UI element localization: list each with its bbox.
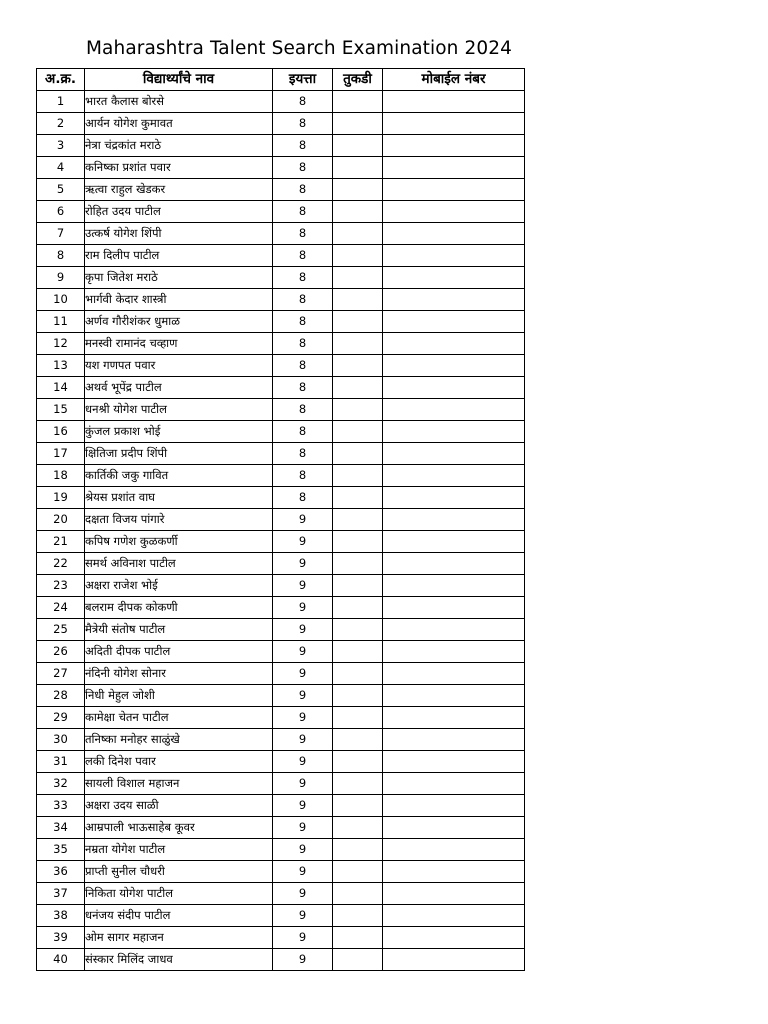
- serial-number-cell: 16: [37, 421, 85, 443]
- serial-number-cell: 33: [37, 795, 85, 817]
- student-name-cell: अक्षरा उदय साळी: [85, 795, 273, 817]
- standard-cell: 8: [273, 223, 333, 245]
- mobile-number-cell: [383, 619, 525, 641]
- table-header-row: [37, 69, 525, 91]
- division-cell: [333, 883, 383, 905]
- header-serial-number: अ.क्र.: [37, 69, 85, 91]
- serial-number-cell: 35: [37, 839, 85, 861]
- division-cell: [333, 289, 383, 311]
- mobile-number-cell: [383, 487, 525, 509]
- standard-cell: 9: [273, 817, 333, 839]
- mobile-number-cell: [383, 575, 525, 597]
- student-name-cell: बलराम दीपक कोकणी: [85, 597, 273, 619]
- mobile-number-cell: [383, 245, 525, 267]
- serial-number-cell: 26: [37, 641, 85, 663]
- mobile-number-cell: [383, 861, 525, 883]
- student-name-cell: निकिता योगेश पाटील: [85, 883, 273, 905]
- student-name-cell: राम दिलीप पाटील: [85, 245, 273, 267]
- student-name-cell: मैत्रेयी संतोष पाटील: [85, 619, 273, 641]
- table-row: [37, 619, 525, 641]
- mobile-number-cell: [383, 751, 525, 773]
- student-name-cell: धनश्री योगेश पाटील: [85, 399, 273, 421]
- standard-cell: 8: [273, 289, 333, 311]
- serial-number-cell: 2: [37, 113, 85, 135]
- table-row: [37, 311, 525, 333]
- table-row: [37, 949, 525, 971]
- serial-number-cell: 1: [37, 91, 85, 113]
- standard-cell: 8: [273, 113, 333, 135]
- division-cell: [333, 795, 383, 817]
- mobile-number-cell: [383, 267, 525, 289]
- division-cell: [333, 135, 383, 157]
- header-division: तुकडी: [333, 69, 383, 91]
- serial-number-cell: 3: [37, 135, 85, 157]
- division-cell: [333, 157, 383, 179]
- mobile-number-cell: [383, 795, 525, 817]
- serial-number-cell: 30: [37, 729, 85, 751]
- table-row: [37, 707, 525, 729]
- header-mobile-number: मोबाईल नंबर: [383, 69, 525, 91]
- division-cell: [333, 751, 383, 773]
- student-name-cell: मनस्वी रामानंद चव्हाण: [85, 333, 273, 355]
- student-name-cell: भार्गवी केदार शास्त्री: [85, 289, 273, 311]
- division-cell: [333, 905, 383, 927]
- student-name-cell: निधी मेहुल जोशी: [85, 685, 273, 707]
- student-name-cell: रोहित उदय पाटील: [85, 201, 273, 223]
- division-cell: [333, 399, 383, 421]
- standard-cell: 9: [273, 883, 333, 905]
- mobile-number-cell: [383, 839, 525, 861]
- mobile-number-cell: [383, 509, 525, 531]
- serial-number-cell: 32: [37, 773, 85, 795]
- mobile-number-cell: [383, 179, 525, 201]
- table-row: [37, 201, 525, 223]
- division-cell: [333, 487, 383, 509]
- standard-cell: 8: [273, 135, 333, 157]
- mobile-number-cell: [383, 883, 525, 905]
- division-cell: [333, 465, 383, 487]
- serial-number-cell: 28: [37, 685, 85, 707]
- table-body: [37, 91, 525, 971]
- mobile-number-cell: [383, 597, 525, 619]
- table-row: [37, 157, 525, 179]
- standard-cell: 9: [273, 597, 333, 619]
- serial-number-cell: 4: [37, 157, 85, 179]
- table-row: [37, 223, 525, 245]
- serial-number-cell: 15: [37, 399, 85, 421]
- table-row: [37, 817, 525, 839]
- student-name-cell: तनिष्का मनोहर साळुंखे: [85, 729, 273, 751]
- table-row: [37, 663, 525, 685]
- standard-cell: 8: [273, 157, 333, 179]
- division-cell: [333, 949, 383, 971]
- serial-number-cell: 39: [37, 927, 85, 949]
- table-row: [37, 751, 525, 773]
- mobile-number-cell: [383, 707, 525, 729]
- mobile-number-cell: [383, 949, 525, 971]
- standard-cell: 9: [273, 531, 333, 553]
- table-row: [37, 399, 525, 421]
- serial-number-cell: 22: [37, 553, 85, 575]
- mobile-number-cell: [383, 685, 525, 707]
- student-name-cell: नंदिनी योगेश सोनार: [85, 663, 273, 685]
- standard-cell: 8: [273, 179, 333, 201]
- mobile-number-cell: [383, 729, 525, 751]
- student-list-table: [36, 68, 525, 971]
- table-row: [37, 685, 525, 707]
- table-row: [37, 465, 525, 487]
- serial-number-cell: 17: [37, 443, 85, 465]
- mobile-number-cell: [383, 157, 525, 179]
- serial-number-cell: 5: [37, 179, 85, 201]
- mobile-number-cell: [383, 465, 525, 487]
- standard-cell: 9: [273, 927, 333, 949]
- table-row: [37, 377, 525, 399]
- division-cell: [333, 333, 383, 355]
- student-name-cell: दक्षता विजय पांगारे: [85, 509, 273, 531]
- serial-number-cell: 8: [37, 245, 85, 267]
- standard-cell: 9: [273, 949, 333, 971]
- serial-number-cell: 12: [37, 333, 85, 355]
- division-cell: [333, 663, 383, 685]
- page-title: Maharashtra Talent Search Examination 2024: [86, 38, 512, 59]
- serial-number-cell: 20: [37, 509, 85, 531]
- serial-number-cell: 9: [37, 267, 85, 289]
- serial-number-cell: 31: [37, 751, 85, 773]
- serial-number-cell: 36: [37, 861, 85, 883]
- student-name-cell: कार्तिकी जकु गावित: [85, 465, 273, 487]
- table-row: [37, 883, 525, 905]
- division-cell: [333, 267, 383, 289]
- mobile-number-cell: [383, 663, 525, 685]
- student-name-cell: कृपा जितेश मराठे: [85, 267, 273, 289]
- student-name-cell: उत्कर्ष योगेश शिंपी: [85, 223, 273, 245]
- table-row: [37, 333, 525, 355]
- table-row: [37, 267, 525, 289]
- serial-number-cell: 7: [37, 223, 85, 245]
- table-row: [37, 355, 525, 377]
- mobile-number-cell: [383, 927, 525, 949]
- division-cell: [333, 421, 383, 443]
- division-cell: [333, 817, 383, 839]
- standard-cell: 8: [273, 201, 333, 223]
- standard-cell: 9: [273, 619, 333, 641]
- student-name-cell: अक्षरा राजेश भोई: [85, 575, 273, 597]
- division-cell: [333, 927, 383, 949]
- standard-cell: 9: [273, 795, 333, 817]
- division-cell: [333, 91, 383, 113]
- table-row: [37, 597, 525, 619]
- table-row: [37, 509, 525, 531]
- table-row: [37, 553, 525, 575]
- division-cell: [333, 773, 383, 795]
- student-name-cell: धनंजय संदीप पाटील: [85, 905, 273, 927]
- mobile-number-cell: [383, 399, 525, 421]
- standard-cell: 9: [273, 861, 333, 883]
- division-cell: [333, 531, 383, 553]
- serial-number-cell: 37: [37, 883, 85, 905]
- serial-number-cell: 13: [37, 355, 85, 377]
- student-name-cell: अथर्व भूपेंद्र पाटील: [85, 377, 273, 399]
- student-name-cell: कुंजल प्रकाश भोई: [85, 421, 273, 443]
- student-name-cell: कनिष्का प्रशांत पवार: [85, 157, 273, 179]
- standard-cell: 9: [273, 773, 333, 795]
- division-cell: [333, 641, 383, 663]
- mobile-number-cell: [383, 113, 525, 135]
- table-row: [37, 641, 525, 663]
- mobile-number-cell: [383, 289, 525, 311]
- student-name-cell: सायली विशाल महाजन: [85, 773, 273, 795]
- standard-cell: 8: [273, 421, 333, 443]
- division-cell: [333, 707, 383, 729]
- mobile-number-cell: [383, 443, 525, 465]
- standard-cell: 9: [273, 707, 333, 729]
- division-cell: [333, 201, 383, 223]
- serial-number-cell: 25: [37, 619, 85, 641]
- serial-number-cell: 18: [37, 465, 85, 487]
- student-name-cell: आर्यन योगेश कुमावत: [85, 113, 273, 135]
- division-cell: [333, 729, 383, 751]
- serial-number-cell: 11: [37, 311, 85, 333]
- header-standard: इयत्ता: [273, 69, 333, 91]
- standard-cell: 9: [273, 553, 333, 575]
- table-row: [37, 443, 525, 465]
- table-row: [37, 289, 525, 311]
- table-row: [37, 421, 525, 443]
- standard-cell: 9: [273, 575, 333, 597]
- serial-number-cell: 38: [37, 905, 85, 927]
- table-row: [37, 905, 525, 927]
- serial-number-cell: 27: [37, 663, 85, 685]
- division-cell: [333, 861, 383, 883]
- mobile-number-cell: [383, 553, 525, 575]
- division-cell: [333, 311, 383, 333]
- table-row: [37, 531, 525, 553]
- table-row: [37, 91, 525, 113]
- table-row: [37, 487, 525, 509]
- student-name-cell: ओम सागर महाजन: [85, 927, 273, 949]
- table-row: [37, 245, 525, 267]
- student-name-cell: प्राप्ती सुनील चौधरी: [85, 861, 273, 883]
- standard-cell: 8: [273, 355, 333, 377]
- division-cell: [333, 619, 383, 641]
- serial-number-cell: 14: [37, 377, 85, 399]
- student-name-cell: अर्णव गौरीशंकर धुमाळ: [85, 311, 273, 333]
- student-name-cell: अदिती दीपक पाटील: [85, 641, 273, 663]
- header-student-name: विद्यार्थ्यांचे नाव: [85, 69, 273, 91]
- division-cell: [333, 245, 383, 267]
- mobile-number-cell: [383, 311, 525, 333]
- student-name-cell: भारत कैलास बोरसे: [85, 91, 273, 113]
- standard-cell: 8: [273, 91, 333, 113]
- table-row: [37, 113, 525, 135]
- table-row: [37, 861, 525, 883]
- division-cell: [333, 553, 383, 575]
- division-cell: [333, 575, 383, 597]
- serial-number-cell: 10: [37, 289, 85, 311]
- standard-cell: 9: [273, 905, 333, 927]
- standard-cell: 8: [273, 245, 333, 267]
- mobile-number-cell: [383, 773, 525, 795]
- student-name-cell: लकी दिनेश पवार: [85, 751, 273, 773]
- division-cell: [333, 113, 383, 135]
- table-row: [37, 135, 525, 157]
- division-cell: [333, 179, 383, 201]
- mobile-number-cell: [383, 641, 525, 663]
- division-cell: [333, 509, 383, 531]
- student-name-cell: ऋत्वा राहुल खेडकर: [85, 179, 273, 201]
- table-row: [37, 839, 525, 861]
- mobile-number-cell: [383, 531, 525, 553]
- table-row: [37, 575, 525, 597]
- standard-cell: 8: [273, 267, 333, 289]
- student-name-cell: कामेक्षा चेतन पाटील: [85, 707, 273, 729]
- serial-number-cell: 24: [37, 597, 85, 619]
- mobile-number-cell: [383, 91, 525, 113]
- student-name-cell: यश गणपत पवार: [85, 355, 273, 377]
- division-cell: [333, 377, 383, 399]
- serial-number-cell: 19: [37, 487, 85, 509]
- standard-cell: 8: [273, 487, 333, 509]
- mobile-number-cell: [383, 817, 525, 839]
- mobile-number-cell: [383, 905, 525, 927]
- table-row: [37, 773, 525, 795]
- serial-number-cell: 40: [37, 949, 85, 971]
- serial-number-cell: 34: [37, 817, 85, 839]
- standard-cell: 9: [273, 729, 333, 751]
- mobile-number-cell: [383, 333, 525, 355]
- division-cell: [333, 597, 383, 619]
- mobile-number-cell: [383, 355, 525, 377]
- standard-cell: 9: [273, 839, 333, 861]
- standard-cell: 8: [273, 333, 333, 355]
- table-row: [37, 795, 525, 817]
- mobile-number-cell: [383, 223, 525, 245]
- standard-cell: 8: [273, 465, 333, 487]
- division-cell: [333, 223, 383, 245]
- mobile-number-cell: [383, 135, 525, 157]
- standard-cell: 8: [273, 443, 333, 465]
- table-row: [37, 729, 525, 751]
- student-name-cell: कपिष गणेश कुळकर्णी: [85, 531, 273, 553]
- division-cell: [333, 443, 383, 465]
- serial-number-cell: 29: [37, 707, 85, 729]
- student-name-cell: संस्कार मिलिंद जाधव: [85, 949, 273, 971]
- student-name-cell: समर्थ अविनाश पाटील: [85, 553, 273, 575]
- division-cell: [333, 839, 383, 861]
- standard-cell: 9: [273, 663, 333, 685]
- standard-cell: 8: [273, 311, 333, 333]
- table-row: [37, 927, 525, 949]
- standard-cell: 9: [273, 685, 333, 707]
- standard-cell: 9: [273, 509, 333, 531]
- mobile-number-cell: [383, 421, 525, 443]
- student-name-cell: नम्रता योगेश पाटील: [85, 839, 273, 861]
- student-name-cell: नेत्रा चंद्रकांत मराठे: [85, 135, 273, 157]
- serial-number-cell: 21: [37, 531, 85, 553]
- standard-cell: 8: [273, 377, 333, 399]
- student-name-cell: क्षितिजा प्रदीप शिंपी: [85, 443, 273, 465]
- table-row: [37, 179, 525, 201]
- serial-number-cell: 6: [37, 201, 85, 223]
- standard-cell: 9: [273, 751, 333, 773]
- serial-number-cell: 23: [37, 575, 85, 597]
- mobile-number-cell: [383, 201, 525, 223]
- student-name-cell: श्रेयस प्रशांत वाघ: [85, 487, 273, 509]
- student-name-cell: आम्रपाली भाऊसाहेब कूवर: [85, 817, 273, 839]
- division-cell: [333, 685, 383, 707]
- standard-cell: 9: [273, 641, 333, 663]
- standard-cell: 8: [273, 399, 333, 421]
- mobile-number-cell: [383, 377, 525, 399]
- division-cell: [333, 355, 383, 377]
